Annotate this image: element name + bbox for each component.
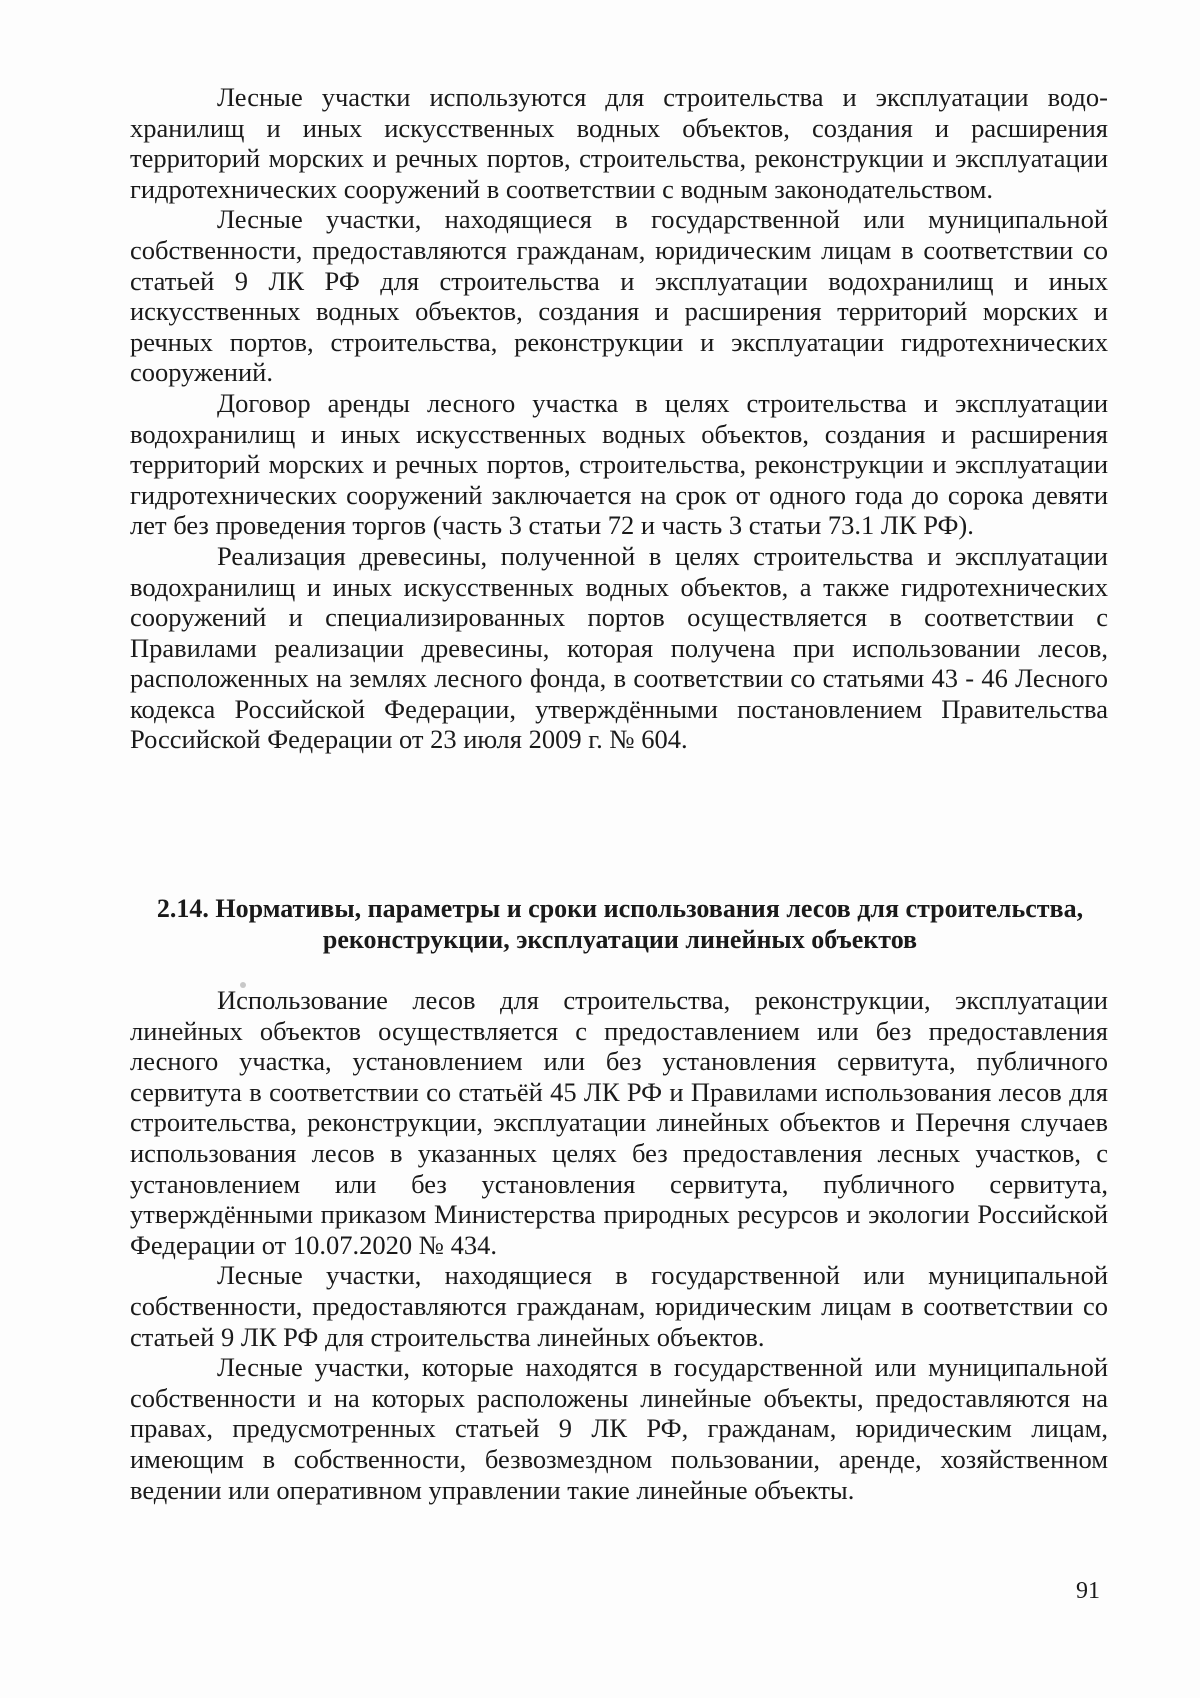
paragraph-reservoirs-use: Лесные участки используются для строительства и эксплуатации водохранилищ и иных искусственных водных объектов, создания и расширения территорий морских и речных портов, строительства, реконструкции и эксплуатации гидротехнических сооружений в соответствии с водным законодательством. — [130, 82, 1108, 204]
text-block-before-heading — [130, 82, 1108, 755]
page-number: 91 — [1076, 1578, 1100, 1604]
section-heading: 2.14. Нормативы, параметры и сроки использования лесов для строительства, реконструкции, эксплуатации линейных объектов — [156, 894, 1084, 954]
paragraph-timber-sale: Реализация древесины, полученной в целях строительства и эксплуатации водохранилищ и иных искусственных водных объектов, а также гидротехнических сооружений и специализированных портов осуществляется в соответствии с Правилами реализации древесины, которая получена при использовании лесов, расположенных на землях лесного фонда, в соответствии со статьями 43 - 46 Лесного кодекса Российской Федерации, утверждёнными постановлением Правительства Российской Федерации от 23 июля 2009 г. № 604. — [130, 540, 1108, 755]
text-block-after-heading — [130, 985, 1108, 1505]
paragraph-linear-rights: Лесные участки, которые находятся в государственной или муниципальной собственности и на которых расположены линейные объекты, предоставляются на правах, предусмотренных статьей 9 ЛК РФ, гражданам, юридическим лицам, имеющим в собственности, безвозмездном пользовании, аренде, хозяйственном ведении или оперативном управлении такие линейные объекты. — [130, 1352, 1108, 1505]
paragraph-lease-agreement: Договор аренды лесного участка в целях строительства и эксплуатации водохранилищ и иных искусственных водных объектов, создания и расширения территорий морских и речных портов, строительства, реконструкции и эксплуатации гидротехнических сооружений заключается на срок от одного года до сорока девяти лет без проведения торгов (часть 3 статьи 72 и часть 3 статьи 73.1 ЛК РФ). — [130, 387, 1108, 541]
paragraph-linear-objects-use: Использование лесов для строительства, реконструкции, эксплуатации линейных объектов осуществляется с предоставлением или без предоставления лесного участка, установлением или без установления сервитута, публичного сервитута в соответствии со статьёй 45 ЛК РФ и Правилами использования лесов для строительства, реконструкции, эксплуатации линейных объектов и Перечня случаев использования лесов в указанных целях без предоставления лесных участков, с установлением или без установления сервитута, публичного сервитута, утверждёнными приказом Министерства природных ресурсов и экологии Российской Федерации от 10.07.2020 № 434. — [130, 985, 1108, 1260]
paragraph-land-provision: Лесные участки, находящиеся в государственной или муниципальной собственности, предоставляются гражданам, юридическим лицам в соответствии со статьей 9 ЛК РФ для строительства и эксплуатации водохранилищ и иных искусственных водных объектов, создания и расширения территорий морских и речных портов, строительства, реконструкции и эксплуатации гидротехнических сооружений. — [130, 204, 1108, 388]
paragraph-linear-land-provision: Лесные участки, находящиеся в государственной или муниципальной собственности, предоставляются гражданам, юридическим лицам в соответствии со статьей 9 ЛК РФ для строительства линейных объектов. — [130, 1260, 1108, 1352]
